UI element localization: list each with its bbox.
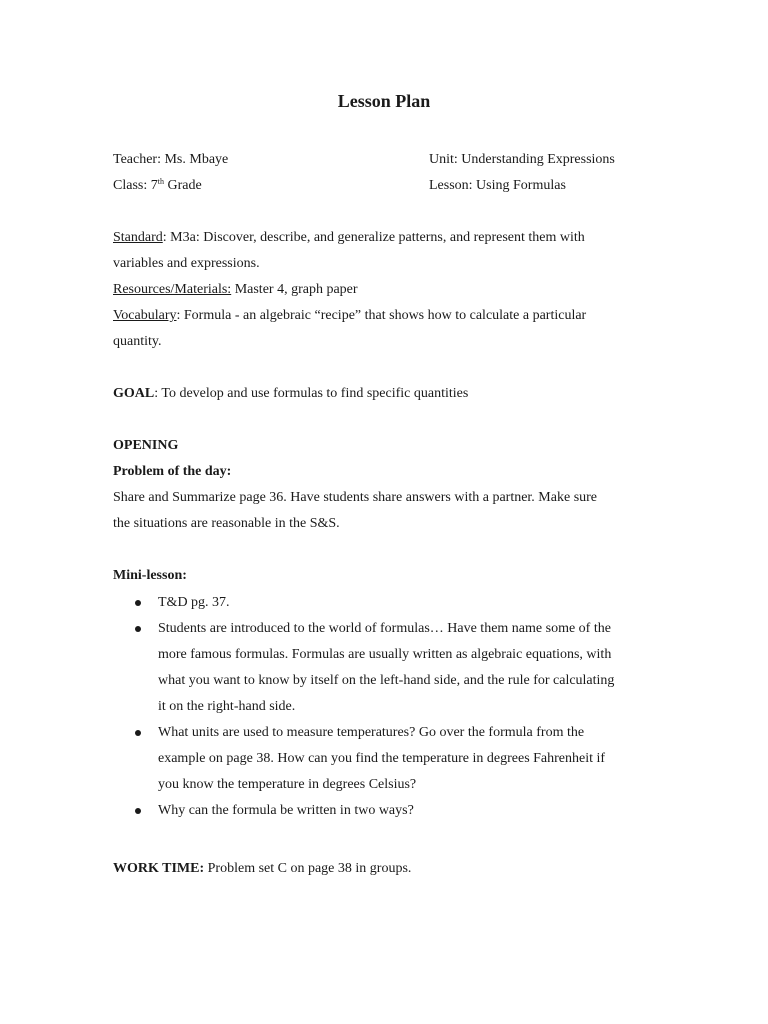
goal-line [113, 385, 468, 403]
bullet-item-line: What units are used to measure temperatures? Go over the formula from the [158, 725, 585, 740]
standard-text: : M3a: Discover, describe, and generalize patterns, and represent them with [162, 230, 585, 245]
teacher-line: Teacher: Ms. Mbaye [113, 152, 229, 167]
mini-lesson-heading: Mini-lesson: [113, 568, 187, 583]
unit-line: Unit: Understanding Expressions [429, 152, 615, 167]
bullet-icon [135, 808, 141, 814]
standard-label: Standard [113, 230, 163, 245]
opening-heading: OPENING [113, 438, 179, 453]
class-prefix: Class: 7 [113, 178, 158, 193]
bullet-item-line: more famous formulas. Formulas are usually written as algebraic equations, with [158, 647, 612, 662]
vocabulary-line [113, 307, 586, 325]
bullet-item-line: example on page 38. How can you find the temperature in degrees Fahrenheit if [158, 751, 606, 766]
bullet-item-line: it on the right-hand side. [158, 699, 296, 714]
work-time-text: Problem set C on page 38 in groups. [204, 861, 412, 876]
bullet-item-line: what you want to know by itself on the left-hand side, and the rule for calculating [158, 673, 615, 688]
opening-text-2: the situations are reasonable in the S&S. [113, 516, 340, 531]
bullet-item-line: T&D pg. 37. [158, 595, 230, 610]
bullet-icon [135, 626, 141, 632]
vocabulary-line-2: quantity. [113, 334, 162, 349]
bullet-item-line: Students are introduced to the world of formulas… Have them name some of the [158, 621, 611, 636]
resources-label: Resources/Materials: [113, 282, 232, 297]
bullet-icon [135, 730, 141, 736]
class-line [113, 177, 202, 195]
vocabulary-label: Vocabulary [113, 308, 177, 323]
bullet-item-line: Why can the formula be written in two ways? [158, 803, 414, 818]
goal-text: : To develop and use formulas to find specific quantities [154, 386, 469, 401]
resources-text: Master 4, graph paper [231, 282, 358, 297]
problem-of-day-heading: Problem of the day: [113, 464, 232, 479]
class-suffix: Grade [163, 178, 202, 193]
page-title: Lesson Plan [337, 91, 431, 111]
class-superscript: th [157, 177, 164, 186]
work-time-label: WORK TIME: [113, 861, 205, 876]
resources-line [113, 281, 358, 299]
standard-line-2: variables and expressions. [113, 256, 260, 271]
goal-label: GOAL [113, 386, 155, 401]
vocabulary-text: : Formula - an algebraic “recipe” that shows how to calculate a particular [176, 308, 587, 323]
opening-text-1: Share and Summarize page 36. Have students share answers with a partner. Make sure [113, 490, 598, 505]
work-time-line [113, 860, 411, 878]
lesson-line: Lesson: Using Formulas [429, 178, 566, 193]
bullet-item-line: you know the temperature in degrees Celsius? [158, 777, 417, 792]
standard-line [113, 229, 585, 247]
bullet-icon [135, 600, 141, 606]
